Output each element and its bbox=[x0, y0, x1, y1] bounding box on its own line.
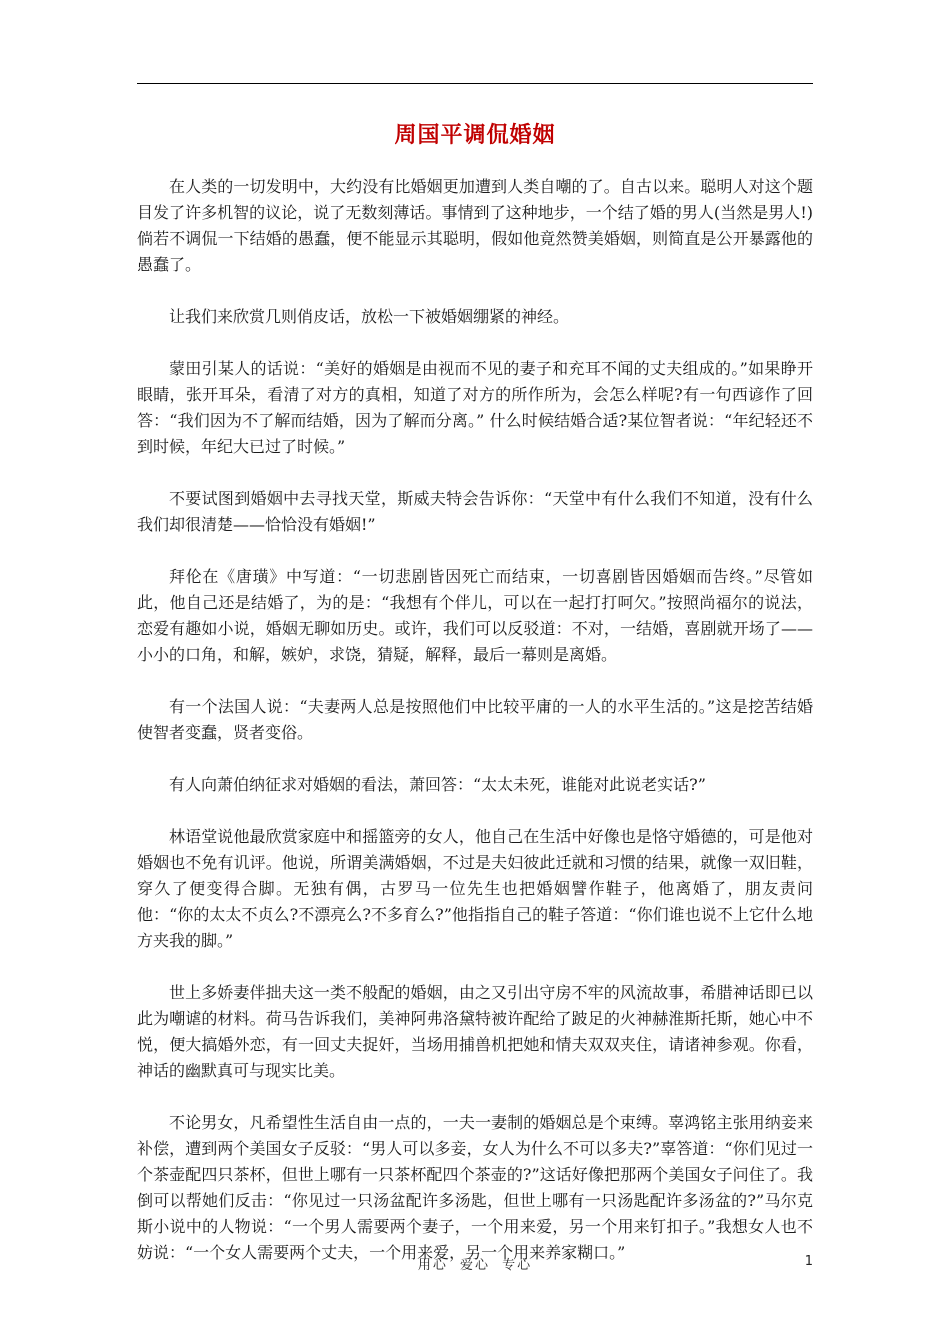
page-number: 1 bbox=[804, 1254, 813, 1269]
paragraph: 不要试图到婚姻中去寻找天堂，斯威夫特会告诉你：“天堂中有什么我们不知道，没有什么我们却很清楚——恰恰没有婚姻!” bbox=[137, 489, 813, 534]
paragraph: 世上多娇妻伴拙夫这一类不般配的婚姻，由之又引出守房不牢的风流故事，希腊神话即已以此为嘲谑的材料。荷马告诉我们，美神阿弗洛黛特被许配给了跛足的火神赫淮斯托斯，她心中不悦，便大搞婚外恋，有一回丈夫捉奸，当场用捕兽机把她和情夫双双夹住，请诸神参观。你看，神话的幽默真可与现实比美。 bbox=[137, 983, 813, 1080]
header-rule bbox=[137, 83, 813, 84]
paragraph: 蒙田引某人的话说：“美好的婚姻是由视而不见的妻子和充耳不闻的丈夫组成的。”如果睁开眼睛，张开耳朵，看清了对方的真相，知道了对方的所作所为，会怎么样呢?有一句西谚作了回答：“我们因为不了解而结婚，因为了解而分离。” 什么时候结婚合适?某位智者说：“年纪轻还不到时候，年纪大已过了时候。” bbox=[137, 359, 813, 456]
page-title: 周国平调侃婚姻 bbox=[394, 122, 556, 148]
paragraph: 拜伦在《唐璜》中写道：“一切悲剧皆因死亡而结束，一切喜剧皆因婚姻而告终。”尽管如此，他自己还是结婚了，为的是：“我想有个伴儿，可以在一起打打呵欠。”按照尚福尔的说法，恋爱有趣如小说，婚姻无聊如历史。或许，我们可以反驳道：不对，一结婚，喜剧就开场了——小小的口角，和解，嫉妒，求饶，猜疑，解释，最后一幕则是离婚。 bbox=[137, 567, 813, 664]
paragraph: 让我们来欣赏几则俏皮话，放松一下被婚姻绷紧的神经。 bbox=[169, 307, 570, 326]
paragraph: 在人类的一切发明中，大约没有比婚姻更加遭到人类自嘲的了。自古以来。聪明人对这个题目发了许多机智的议论，说了无数刻薄话。事情到了这种地步，一个结了婚的男人(当然是男人!)倘若不调侃一下结婚的愚蠢，便不能显示其聪明，假如他竟然赞美婚姻，则简直是公开暴露他的愚蠢了。 bbox=[137, 177, 813, 274]
footer-motto: 用心 爱心 专心 bbox=[417, 1258, 533, 1273]
article-body bbox=[137, 174, 813, 1292]
paragraph: 不论男女，凡希望性生活自由一点的，一夫一妻制的婚姻总是个束缚。辜鸿铭主张用纳妾来补偿，遭到两个美国女子反驳：“男人可以多妾，女人为什么不可以多夫?”辜答道：“你们见过一个茶壶配四只茶杯，但世上哪有一只茶杯配四个茶壶的?”这话好像把那两个美国女子问住了。我倒可以帮她们反击：“你见过一只汤盆配许多汤匙，但世上哪有一只汤匙配许多汤盆的?”马尔克斯小说中的人物说：“一个男人需要两个妻子，一个用来爱，另一个用来钉扣子。”我想女人也不妨说：“一个女人需要两个丈夫，一个用来爱，另一个用来养家糊口。” bbox=[137, 1113, 813, 1262]
paragraph: 林语堂说他最欣赏家庭中和摇篮旁的女人，他自己在生活中好像也是恪守婚德的，可是他对婚姻也不免有讥评。他说，所谓美满婚姻，不过是夫妇彼此迁就和习惯的结果，就像一双旧鞋，穿久了便变得合脚。无独有偶，古罗马一位先生也把婚姻譬作鞋子，他离婚了，朋友责问他：“你的太太不贞么?不漂亮么?不多育么?”他指指自己的鞋子答道：“你们谁也说不上它什么地方夹我的脚。” bbox=[137, 827, 813, 950]
paragraph: 有一个法国人说：“夫妻两人总是按照他们中比较平庸的一人的水平生活的。”这是挖苦结婚使智者变蠢，贤者变俗。 bbox=[137, 697, 813, 742]
paragraph: 有人向萧伯纳征求对婚姻的看法，萧回答：“太太未死，谁能对此说老实话?” bbox=[169, 775, 706, 794]
